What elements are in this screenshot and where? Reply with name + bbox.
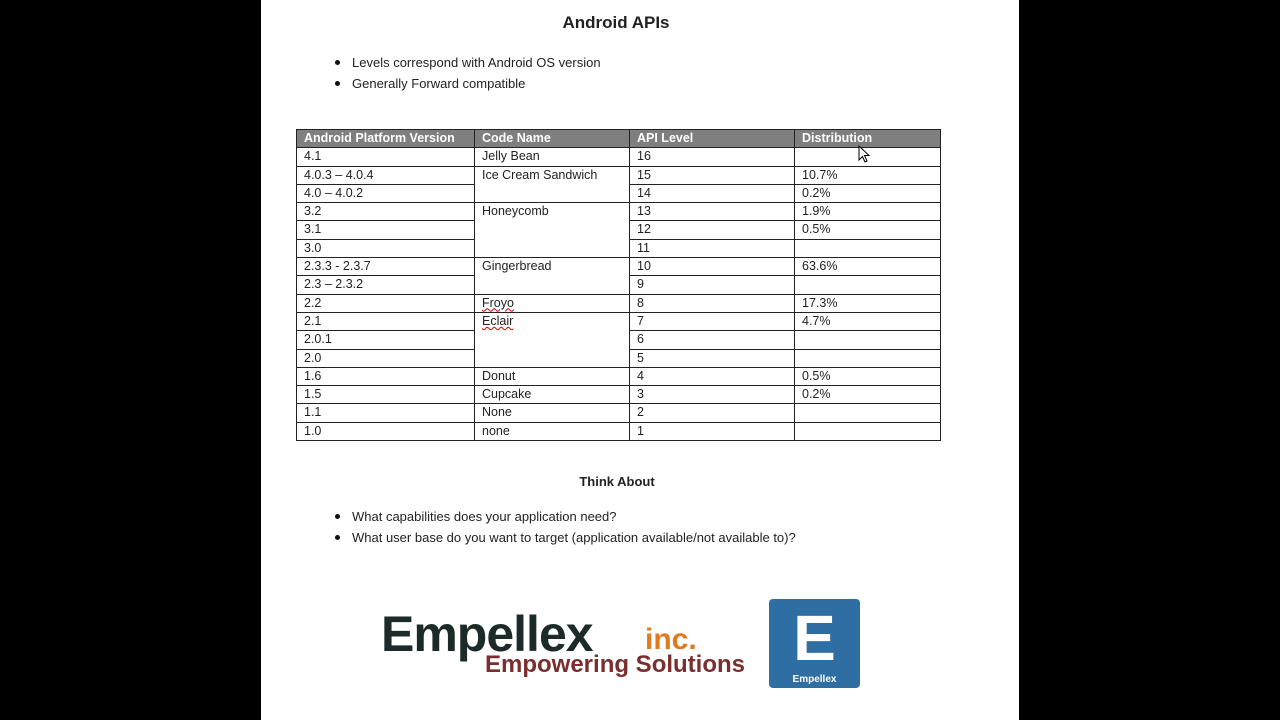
cell-distribution (795, 276, 941, 294)
cell-distribution-text: 0.2% (802, 387, 831, 402)
cell-platform-version (297, 166, 475, 184)
think-about-heading: Think About (579, 474, 655, 489)
table-header-row (297, 130, 941, 148)
cell-api-level (630, 312, 795, 330)
cell-platform-version-text: 4.1 (304, 149, 322, 164)
cell-distribution (795, 367, 941, 385)
cell-distribution-text: 0.5% (802, 368, 831, 383)
cell-platform-version (297, 367, 475, 385)
cell-distribution (795, 404, 941, 422)
cell-platform-version (297, 221, 475, 239)
cell-code-name-text: Cupcake (482, 387, 532, 402)
header-api-level: API Level (630, 130, 795, 148)
logo-tagline: Empowering Solutions (485, 651, 746, 678)
cell-platform-version (297, 349, 475, 367)
cell-api-level (630, 422, 795, 440)
cell-api-level (630, 148, 795, 166)
cell-code-name-text: Donut (482, 368, 516, 383)
cell-code-name-text: Jelly Bean (482, 149, 540, 164)
cell-platform-version (297, 258, 475, 276)
cell-platform-version (297, 422, 475, 440)
header-distribution: Distribution (795, 130, 941, 148)
document-page (261, 0, 1019, 720)
cell-platform-version-text: 1.6 (304, 368, 322, 383)
cell-api-level-text: 1 (637, 423, 644, 438)
cell-code-name (475, 312, 630, 367)
cell-distribution (795, 312, 941, 330)
cell-platform-version (297, 148, 475, 166)
bullet-item: What capabilities does your application need? (330, 506, 796, 527)
cell-code-name-text: Eclair (482, 313, 514, 328)
empellex-badge (769, 599, 860, 688)
cell-api-level (630, 294, 795, 312)
cell-api-level (630, 386, 795, 404)
logo-name: Empellex (381, 606, 593, 662)
cell-platform-version-text: 4.0 – 4.0.2 (304, 185, 364, 200)
cell-distribution (795, 184, 941, 202)
cell-api-level (630, 166, 795, 184)
badge-letter: E (793, 602, 836, 674)
cell-api-level-text: 2 (637, 405, 644, 420)
cell-platform-version (297, 312, 475, 330)
cell-distribution (795, 203, 941, 221)
bullet-item: What user base do you want to target (application available/not available to)? (330, 527, 796, 548)
cell-api-level (630, 404, 795, 422)
cell-api-level (630, 349, 795, 367)
cell-code-name-text: Gingerbread (482, 259, 552, 274)
cell-api-level-text: 16 (637, 149, 651, 164)
page-title: Android APIs (562, 13, 670, 32)
cell-api-level-text: 5 (637, 350, 644, 365)
cell-platform-version (297, 331, 475, 349)
cell-api-level (630, 203, 795, 221)
cell-distribution (795, 331, 941, 349)
cell-distribution (795, 239, 941, 257)
cell-distribution (795, 221, 941, 239)
cell-code-name (475, 422, 630, 440)
table-row (297, 148, 941, 166)
cell-distribution (795, 386, 941, 404)
mouse-cursor-icon (858, 145, 872, 165)
cell-api-level-text: 11 (637, 240, 650, 255)
table-row (297, 312, 941, 330)
cell-api-level (630, 184, 795, 202)
table-row (297, 386, 941, 404)
cell-code-name (475, 294, 630, 312)
table-row (297, 166, 941, 184)
cell-api-level-text: 6 (637, 332, 644, 347)
cell-platform-version (297, 386, 475, 404)
header-code-name: Code Name (475, 130, 630, 148)
cell-distribution-text: 0.5% (802, 222, 831, 237)
table-row (297, 203, 941, 221)
bullet-item: Generally Forward compatible (330, 73, 601, 94)
cell-platform-version-text: 2.2 (304, 295, 322, 310)
top-bullet-list (330, 52, 601, 94)
cell-code-name (475, 148, 630, 166)
cell-api-level-text: 15 (637, 167, 651, 182)
cell-distribution (795, 166, 941, 184)
cell-platform-version (297, 184, 475, 202)
cell-api-level-text: 3 (637, 387, 644, 402)
logo-suffix: inc. (645, 623, 697, 656)
bullet-item: Levels correspond with Android OS version (330, 52, 601, 73)
cell-distribution-text: 10.7% (802, 167, 838, 182)
cell-code-name (475, 367, 630, 385)
cell-platform-version-text: 3.1 (304, 222, 322, 237)
cell-distribution-text: 63.6% (802, 259, 838, 274)
cell-api-level (630, 331, 795, 349)
cell-platform-version (297, 239, 475, 257)
cell-code-name (475, 386, 630, 404)
cell-api-level-text: 4 (637, 368, 644, 383)
cell-code-name-text: None (482, 405, 512, 420)
empellex-logo (381, 605, 761, 685)
table-row (297, 367, 941, 385)
cell-code-name-text: Ice Cream Sandwich (482, 167, 598, 182)
cell-api-level (630, 221, 795, 239)
cell-api-level-text: 12 (637, 222, 651, 237)
cell-code-name-text: Honeycomb (482, 204, 549, 219)
cell-platform-version-text: 2.3 – 2.3.2 (304, 277, 364, 292)
cell-distribution-text: 1.9% (802, 204, 831, 219)
cell-distribution (795, 258, 941, 276)
cell-api-level (630, 258, 795, 276)
cell-platform-version-text: 2.0.1 (304, 332, 332, 347)
table-row (297, 294, 941, 312)
cell-code-name-text: none (482, 423, 510, 438)
api-levels-table (296, 129, 941, 441)
cell-platform-version (297, 203, 475, 221)
cell-code-name (475, 404, 630, 422)
cell-platform-version-text: 3.0 (304, 240, 322, 255)
cell-distribution (795, 422, 941, 440)
cell-platform-version-text: 2.0 (304, 350, 322, 365)
table-row (297, 404, 941, 422)
cell-code-name (475, 258, 630, 295)
cell-distribution-text: 17.3% (802, 295, 838, 310)
cell-distribution-text: 0.2% (802, 185, 831, 200)
cell-distribution (795, 294, 941, 312)
cell-api-level (630, 276, 795, 294)
cell-platform-version (297, 404, 475, 422)
cell-platform-version-text: 2.1 (304, 313, 322, 328)
cell-api-level (630, 367, 795, 385)
table-row (297, 258, 941, 276)
cell-api-level-text: 14 (637, 185, 651, 200)
cell-distribution-text: 4.7% (802, 313, 831, 328)
cell-platform-version-text: 1.5 (304, 387, 322, 402)
cell-code-name-text: Froyo (482, 295, 514, 310)
cell-api-level-text: 8 (637, 295, 644, 310)
cell-api-level-text: 9 (637, 277, 644, 292)
table-row (297, 422, 941, 440)
cell-platform-version-text: 3.2 (304, 204, 322, 219)
cell-api-level-text: 13 (637, 204, 651, 219)
cell-code-name (475, 203, 630, 258)
cell-platform-version (297, 276, 475, 294)
cell-platform-version-text: 2.3.3 - 2.3.7 (304, 259, 371, 274)
header-platform-version: Android Platform Version (297, 130, 475, 148)
cell-api-level-text: 7 (637, 313, 644, 328)
cell-platform-version (297, 294, 475, 312)
cell-code-name (475, 166, 630, 203)
cell-api-level-text: 10 (637, 259, 651, 274)
cell-platform-version-text: 1.0 (304, 423, 322, 438)
badge-label: Empellex (792, 674, 837, 685)
cell-api-level (630, 239, 795, 257)
cell-platform-version-text: 1.1 (304, 405, 322, 420)
bottom-bullet-list (330, 506, 796, 548)
cell-distribution (795, 349, 941, 367)
cell-platform-version-text: 4.0.3 – 4.0.4 (304, 167, 374, 182)
